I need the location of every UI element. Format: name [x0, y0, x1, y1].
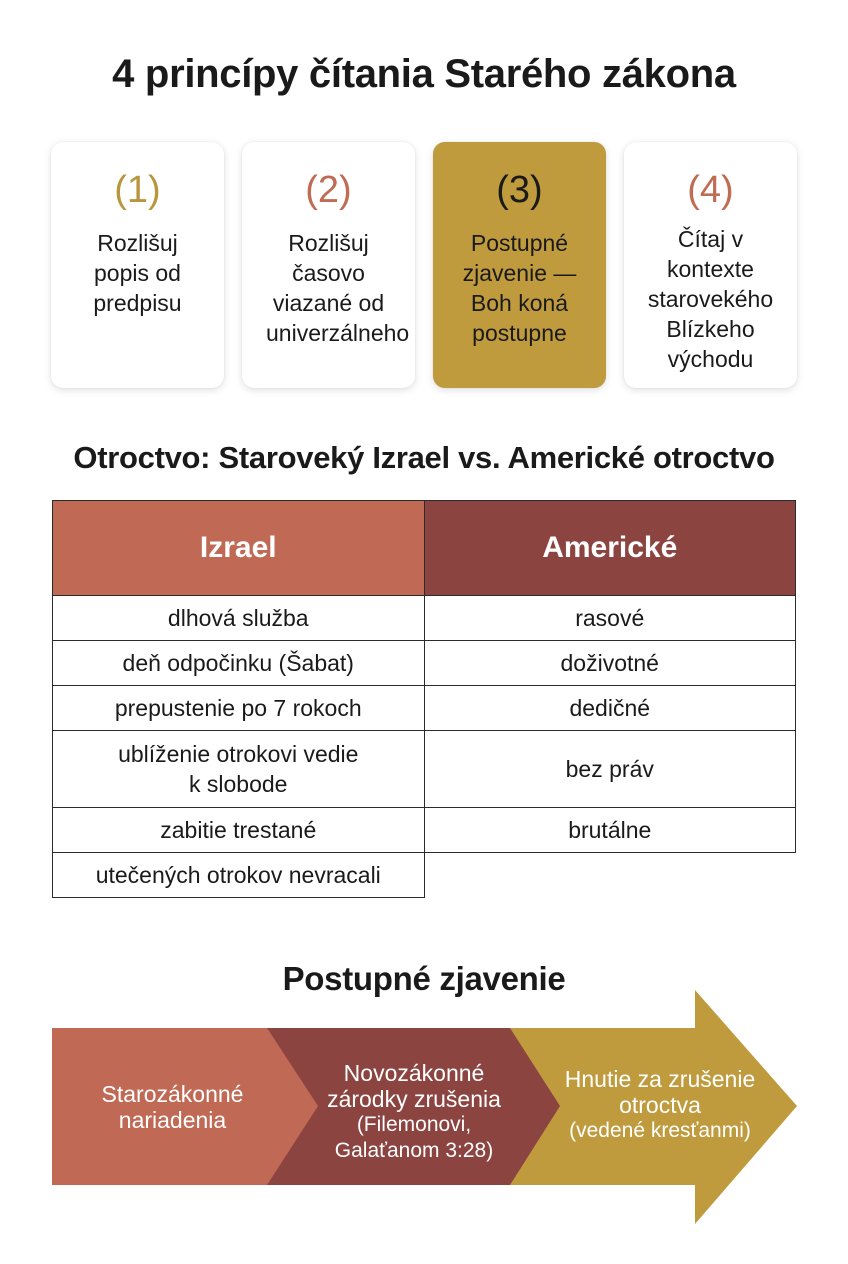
principle-number-2: (2) — [305, 169, 352, 211]
step-1-main: Starozákonné nariadenia — [101, 1081, 244, 1133]
table-cell: rasové — [424, 596, 796, 641]
step-2-label — [318, 1060, 510, 1164]
principle-text-2: Rozlišuj časovo viazané od univerzálneho — [266, 230, 410, 346]
step-2-main: Novozákonné zárodky zrušenia — [327, 1060, 501, 1112]
table-cell: brutálne — [424, 808, 796, 853]
principle-text-1: Rozlišuj popis od predpisu — [93, 230, 182, 316]
step-3-sub: (vedené kresťanmi) — [569, 1119, 751, 1142]
principle-text-3: Postupné zjavenie — Boh koná postupne — [462, 230, 577, 346]
table-cell: dedičné — [424, 686, 796, 731]
step-3-label — [550, 1066, 770, 1144]
step-2-sub: (Filemonovi, Galaťanom 3:28) — [334, 1113, 494, 1162]
comparison-title: Otroctvo: Staroveký Izrael vs. Americké otroctvo — [73, 440, 775, 475]
principle-text-4: Čítaj v kontexte starovekého Blízkeho východu — [647, 226, 774, 372]
table-cell: deň odpočinku (Šabat) — [53, 641, 425, 686]
table-cell: doživotné — [424, 641, 796, 686]
page-title: 4 princípy čítania Starého zákona — [112, 52, 736, 96]
progression-title: Postupné zjavenie — [282, 960, 566, 997]
table-cell: ublíženie otrokovi vedie k slobode — [53, 731, 425, 808]
column-header-american: Americké — [424, 501, 796, 596]
step-1-label — [70, 1081, 275, 1133]
table-cell: utečených otrokov nevracali — [53, 853, 425, 898]
principle-number-3: (3) — [496, 169, 543, 211]
principle-number-1: (1) — [114, 169, 161, 211]
step-3-main: Hnutie za zrušenie otroctva — [564, 1066, 756, 1118]
column-header-israel: Izrael — [53, 501, 425, 596]
table-cell: bez práv — [424, 731, 796, 808]
table-cell: zabitie trestané — [53, 808, 425, 853]
principle-number-4: (4) — [687, 169, 734, 211]
table-cell: dlhová služba — [53, 596, 425, 641]
table-cell: prepustenie po 7 rokoch — [53, 686, 425, 731]
